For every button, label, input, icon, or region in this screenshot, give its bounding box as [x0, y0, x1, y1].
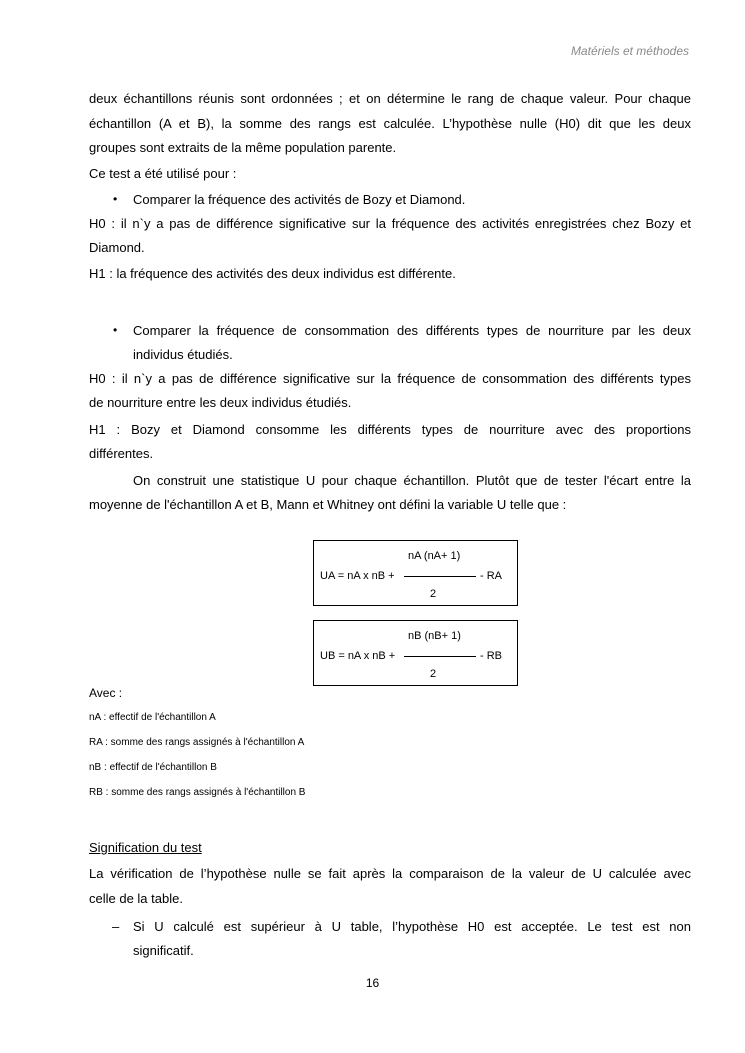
- bullet-icon: •: [113, 192, 118, 206]
- hypothesis-h0-cont: Diamond.: [89, 240, 145, 255]
- paragraph-line: moyenne de l'échantillon A et B, Mann et Whitney ont défini la variable U telle que :: [89, 497, 567, 512]
- hypothesis-h1: H1 : Bozy et Diamond consomme les différents types de nourriture avec des proportions: [89, 422, 691, 437]
- hypothesis-h0-cont: de nourriture entre les deux individus étudiés.: [89, 395, 352, 410]
- bullet-item: Comparer la fréquence de consommation des différents types de nourriture par les deux: [133, 323, 691, 338]
- hypothesis-h1: H1 : la fréquence des activités des deux individus est différente.: [89, 266, 456, 281]
- paragraph-line: échantillon (A et B), la somme des rangs est calculée. L’hypothèse nulle (H0) dit que les deux: [89, 116, 691, 131]
- section-title: Signification du test: [89, 840, 202, 855]
- running-header: Matériels et méthodes: [570, 44, 689, 58]
- formula-box-ub: [313, 620, 518, 686]
- formula-right: - RA: [480, 570, 502, 582]
- fraction-bar: [404, 656, 476, 657]
- fraction-bar: [404, 576, 476, 577]
- definition-item: RA : somme des rangs assignés à l'échantillon A: [89, 737, 305, 748]
- page-number: 16: [365, 976, 380, 990]
- formula-box-ua: [313, 540, 518, 606]
- formula-denominator: 2: [430, 588, 437, 600]
- hypothesis-h0: H0 : il n`y a pas de différence significative sur la fréquence des activités enregistrées chez Bozy et: [89, 216, 691, 231]
- hypothesis-h0: H0 : il n`y a pas de différence significative sur la fréquence de consommation des différents types: [89, 371, 691, 386]
- formula-numerator: nB (nB+ 1): [408, 630, 461, 642]
- definition-item: RB : somme des rangs assignés à l'échantillon B: [89, 787, 306, 798]
- bullet-item: Comparer la fréquence des activités de Bozy et Diamond.: [133, 192, 466, 207]
- paragraph-line: La vérification de l’hypothèse nulle se fait après la comparaison de la valeur de U calculée avec: [89, 866, 691, 881]
- formula-left: UB = nA x nB +: [320, 650, 396, 662]
- definition-item: nA : effectif de l'échantillon A: [89, 712, 216, 723]
- dash-bullet: –: [112, 919, 120, 934]
- paragraph-line: deux échantillons réunis sont ordonnées ; et on détermine le rang de chaque valeur. Pour chaque: [89, 91, 691, 106]
- bullet-item-cont: individus étudiés.: [133, 347, 233, 362]
- paragraph-line: On construit une statistique U pour chaque échantillon. Plutôt que de tester l'écart entre la: [133, 473, 691, 488]
- bullet-icon: •: [113, 323, 118, 337]
- list-item: Si U calculé est supérieur à U table, l’hypothèse H0 est acceptée. Le test est non: [133, 919, 691, 934]
- avec-label: Avec :: [89, 686, 123, 700]
- list-item-cont: significatif.: [133, 943, 194, 958]
- formula-numerator: nA (nA+ 1): [408, 550, 461, 562]
- paragraph-line: groupes sont extraits de la même population parente.: [89, 140, 397, 155]
- paragraph-line: celle de la table.: [89, 891, 183, 906]
- definition-item: nB : effectif de l'échantillon B: [89, 762, 217, 773]
- intro-line: Ce test a été utilisé pour :: [89, 166, 237, 181]
- hypothesis-h1-cont: différentes.: [89, 446, 154, 461]
- formula-denominator: 2: [430, 668, 437, 680]
- formula-left: UA = nA x nB +: [320, 570, 395, 582]
- formula-right: - RB: [480, 650, 502, 662]
